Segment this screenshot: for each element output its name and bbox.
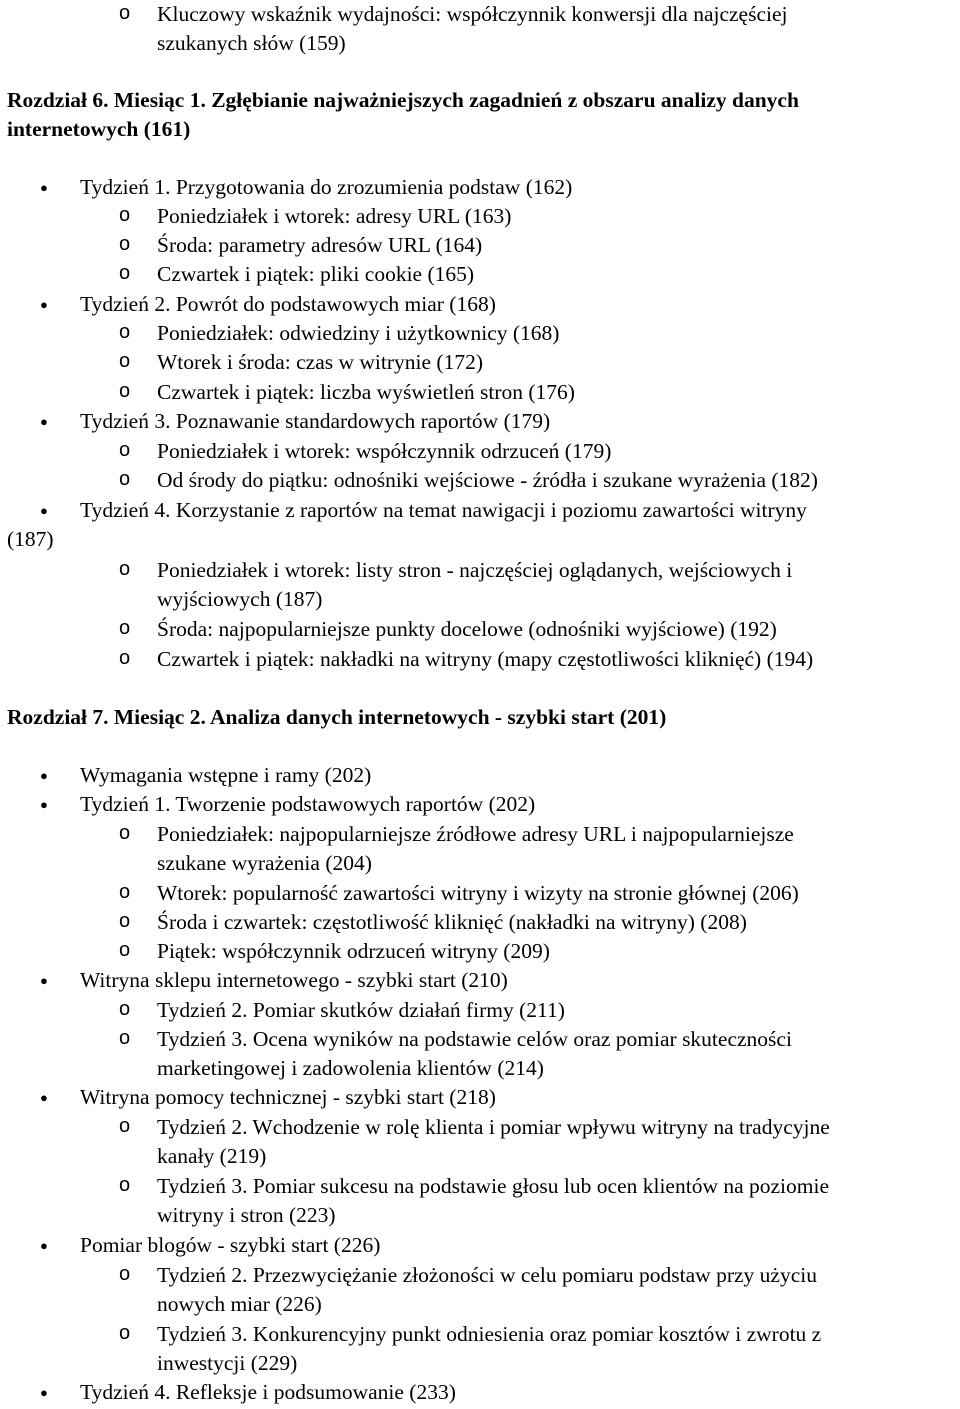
toc-entry: Kluczowy wskaźnik wydajności: współczynnik konwersji dla najczęściej [157, 2, 788, 26]
toc-entry-continuation: inwestycji (229) [157, 1351, 298, 1375]
sub-bullet-icon: o [119, 262, 131, 284]
sub-bullet-icon: o [119, 558, 131, 580]
toc-entry: Wymagania wstępne i ramy (202) [80, 763, 372, 787]
sub-bullet-icon: o [119, 1322, 131, 1344]
toc-entry: Witryna pomocy technicznej - szybki start (218) [80, 1085, 496, 1109]
toc-entry-continuation: szukanych słów (159) [157, 31, 346, 55]
toc-entry: Czwartek i piątek: pliki cookie (165) [157, 262, 475, 286]
sub-bullet-icon: o [119, 350, 131, 372]
toc-entry: Poniedziałek i wtorek: adresy URL (163) [157, 204, 512, 228]
toc-entry: Tydzień 2. Wchodzenie w rolę klienta i pomiar wpływu witryny na tradycyjne [157, 1115, 830, 1139]
bullet-icon: ● [40, 1385, 48, 1400]
toc-entry-continuation: wyjściowych (187) [157, 587, 323, 611]
bullet-icon: ● [40, 180, 48, 195]
sub-bullet-icon: o [119, 439, 131, 461]
toc-entry-continuation: marketingowej i zadowolenia klientów (214) [157, 1056, 544, 1080]
chapter-heading: Rozdział 6. Miesiąc 1. Zgłębianie najważniejszych zagadnień z obszaru analizy danych [7, 88, 799, 112]
sub-bullet-icon: o [119, 1174, 131, 1196]
sub-bullet-icon: o [119, 233, 131, 255]
sub-bullet-icon: o [119, 2, 131, 24]
toc-entry-continuation: witryny i stron (223) [157, 1203, 336, 1227]
toc-entry: Tydzień 1. Tworzenie podstawowych raportów (202) [80, 792, 536, 816]
sub-bullet-icon: o [119, 204, 131, 226]
sub-bullet-icon: o [119, 1115, 131, 1137]
toc-entry: Tydzień 3. Pomiar sukcesu na podstawie głosu lub ocen klientów na poziomie [157, 1174, 830, 1198]
sub-bullet-icon: o [119, 910, 131, 932]
toc-entry: Tydzień 3. Konkurencyjny punkt odniesienia oraz pomiar kosztów i zwrotu z [157, 1322, 822, 1346]
toc-entry: Tydzień 4. Korzystanie z raportów na temat nawigacji i poziomu zawartości witryny [80, 498, 807, 522]
toc-entry: Poniedziałek i wtorek: współczynnik odrzuceń (179) [157, 439, 612, 463]
toc-entry: Tydzień 1. Przygotowania do zrozumienia podstaw (162) [80, 175, 573, 199]
toc-entry: Czwartek i piątek: nakładki na witryny (mapy częstotliwości kliknięć) (194) [157, 647, 814, 671]
sub-bullet-icon: o [119, 998, 131, 1020]
bullet-icon: ● [40, 297, 48, 312]
toc-entry: Poniedziałek: najpopularniejsze źródłowe adresy URL i najpopularniejsze [157, 822, 794, 846]
toc-entry: Wtorek: popularność zawartości witryny i wizyty na stronie głównej (206) [157, 881, 799, 905]
bullet-icon: ● [40, 1090, 48, 1105]
toc-entry: Środa: najpopularniejsze punkty docelowe (odnośniki wyjściowe) (192) [157, 617, 777, 641]
toc-entry: Pomiar blogów - szybki start (226) [80, 1233, 381, 1257]
sub-bullet-icon: o [119, 321, 131, 343]
sub-bullet-icon: o [119, 1027, 131, 1049]
toc-entry: Tydzień 2. Pomiar skutków działań firmy (211) [157, 998, 565, 1022]
toc-entry: Tydzień 3. Ocena wyników na podstawie celów oraz pomiar skuteczności [157, 1027, 792, 1051]
toc-entry: Wtorek i środa: czas w witrynie (172) [157, 350, 483, 374]
toc-entry: Czwartek i piątek: liczba wyświetleń stron (176) [157, 380, 575, 404]
toc-entry: Od środy do piątku: odnośniki wejściowe - źródła i szukane wyrażenia (182) [157, 468, 818, 492]
toc-entry-continuation: internetowych (161) [7, 117, 191, 141]
sub-bullet-icon: o [119, 881, 131, 903]
toc-entry: Tydzień 2. Przezwyciężanie złożoności w celu pomiaru podstaw przy użyciu [157, 1263, 817, 1287]
toc-entry-continuation: szukane wyrażenia (204) [157, 851, 372, 875]
toc-entry: Tydzień 4. Refleksje i podsumowanie (233) [80, 1380, 456, 1404]
toc-entry: Tydzień 3. Poznawanie standardowych raportów (179) [80, 409, 551, 433]
sub-bullet-icon: o [119, 1263, 131, 1285]
toc-entry: Poniedziałek i wtorek: listy stron - najczęściej oglądanych, wejściowych i [157, 558, 793, 582]
bullet-icon: ● [40, 414, 48, 429]
bullet-icon: ● [40, 768, 48, 783]
sub-bullet-icon: o [119, 822, 131, 844]
toc-entry: Witryna sklepu internetowego - szybki start (210) [80, 968, 508, 992]
bullet-icon: ● [40, 797, 48, 812]
bullet-icon: ● [40, 503, 48, 518]
bullet-icon: ● [40, 973, 48, 988]
chapter-heading: Rozdział 7. Miesiąc 2. Analiza danych internetowych - szybki start (201) [7, 705, 667, 729]
sub-bullet-icon: o [119, 939, 131, 961]
toc-entry-continuation: kanały (219) [157, 1144, 267, 1168]
sub-bullet-icon: o [119, 380, 131, 402]
toc-entry: Piątek: współczynnik odrzuceń witryny (209) [157, 939, 550, 963]
toc-entry: Środa: parametry adresów URL (164) [157, 233, 483, 257]
sub-bullet-icon: o [119, 468, 131, 490]
toc-entry: Tydzień 2. Powrót do podstawowych miar (168) [80, 292, 496, 316]
sub-bullet-icon: o [119, 647, 131, 669]
toc-entry: Środa i czwartek: częstotliwość kliknięć (nakładki na witryny) (208) [157, 910, 747, 934]
bullet-icon: ● [40, 1238, 48, 1253]
sub-bullet-icon: o [119, 617, 131, 639]
toc-entry-continuation: (187) [7, 527, 54, 551]
toc-entry: Poniedziałek: odwiedziny i użytkownicy (168) [157, 321, 560, 345]
toc-entry-continuation: nowych miar (226) [157, 1292, 322, 1316]
